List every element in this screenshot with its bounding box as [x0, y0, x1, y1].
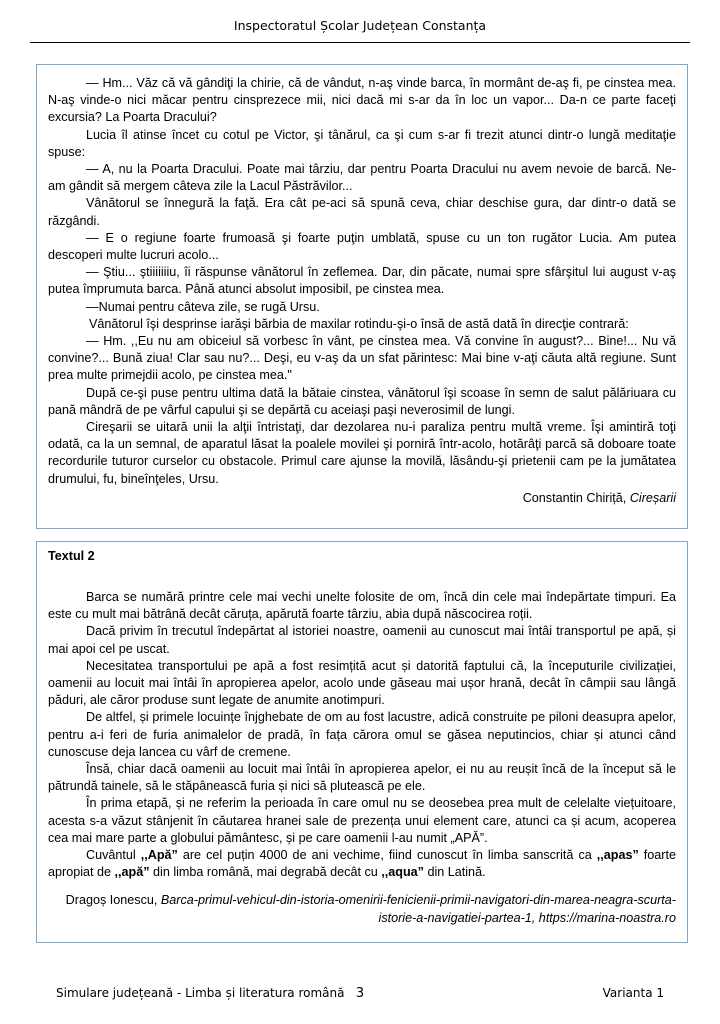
text2-paragraph: Barca se numără printre cele mai vechi unelte folosite de om, încă din cele mai îndepărtate timpuri. Ea este cu mult mai bătrână decât căruța, apărută foarte târziu, abia după născocirea roții. — [48, 590, 676, 622]
text1-box — [36, 64, 688, 529]
text2-run: din limba română, mai degrabă decât cu — [149, 865, 382, 880]
text2-source-title: Barca-primul-vehicul-din-istoria-omenirii-fenicienii-primii-navigatori-din-marea-neagra-scurta-istorie-a-navigatiei-partea-1, https://marina-noastra.ro — [160, 893, 676, 925]
text1-paragraph: — Ştiu... ştiiiiiiiu, îi răspunse vânătorul în zeflemea. Dar, din păcate, numai spre sfârşitul lui august v-aş putea împrumuta barca. Până atunci absolut imposibil, pe cinstea mea. — [48, 265, 676, 297]
text2-paragraph: Însă, chiar dacă oamenii au locuit mai întâi în apropierea apelor, ei nu au reușit încă de la început să le pătrundă tainele, să le stăpânească furia și nici să plutească pe ele. — [48, 762, 676, 794]
text2-paragraph: Necesitatea transportului pe apă a fost resimțită acut și datorită faptului că, la începuturile civilizației, oamenii au locuit mai întâi în apropierea apelor, acolo unde găseau mai ușor hrană, decât în câmpii sau lângă păduri, ale căror produse sunt legate de anumite anotimpuri. — [48, 658, 676, 708]
text1-paragraph: — Hm. ,,Eu nu am obiceiul să vorbesc în vânt, pe cinstea mea. Vă convine în august?... Bine!... Nu vă convine?... Bună ziua! Clar sau nu?... Deşi, eu v-aş da un sfat părintesc: Mai bine v-aţi căuta altă regiune. Sunt prea multe primejdii acolo, pe cinstea mea." — [48, 334, 676, 383]
text2-run: Cuvântul — [86, 848, 141, 863]
header-divider — [30, 42, 690, 43]
text2-title: Textul 2 — [48, 549, 95, 563]
text2-source-author: Dragoș Ionescu, — [65, 893, 161, 908]
page-header: Inspectoratul Școlar Județean Constanța — [233, 18, 487, 33]
text1-paragraph: Vânătorul se înnegură la faţă. Era cât pe-aci să spună ceva, chiar deschise gura, dar dintr-o dată se răzgândi. — [48, 196, 676, 228]
text1-paragraph: După ce-şi puse pentru ultima dată la bătaie cinstea, vânătorul îşi scoase în semn de salut pălăriuara cu pană mândră de pe vârful capului şi se depărtă cu aceiaşi paşi neverosimil de lungi. — [48, 385, 676, 417]
text1-paragraph: — E o regiune foarte frumoasă şi foarte puţin umblată, spuse cu un ton rugător Lucia. Am putea descoperi multe lucruri acolo... — [48, 230, 676, 263]
text2-paragraph — [48, 847, 676, 881]
text1-paragraph: Cireşarii se uitară unii la alţii întristaţi, dar dezolarea nu-i paraliza pentru multă vreme. Îşi amintiră toţi odată, ca la un semnal, de aparatul lăsat la poalele movilei şi porniră într-acolo, hotărâţi parcă să doboare toate recordurile tuturor curselor cu obstacole. Primul care ajunse la movilă, lăsându-şi prietenii cam pe la jumătatea drumului, fu, bineînţeles, Ursu. — [48, 420, 676, 486]
text2-paragraph: Dacă privim în trecutul îndepărtat al istoriei noastre, oamenii au cunoscut mai întâi transportul pe apă, și mai apoi cel pe uscat. — [48, 624, 676, 656]
text2-paragraph: În prima etapă, și ne referim la perioada în care omul nu se deosebea prea mult de celelalte viețuitoare, acesta s-a văzut stânjenit în căutarea hranei sale de prezența unui element care, atunci ca și acum, acoperea cea mai mare parte a globului pământesc, și pe care oamenii l-au numit „APĂ”. — [48, 796, 676, 845]
text1-paragraph: Lucia îl atinse încet cu cotul pe Victor, şi tânărul, ca şi cum s-ar fi trezit atunci dintr-o lungă meditaţie spuse: — [48, 127, 676, 159]
text1-source-author: Constantin Chiriță, — [522, 490, 630, 505]
text2-bold-word: ,,aqua” — [381, 865, 424, 880]
text1-source — [48, 490, 676, 507]
text1-paragraph: Vânătorul îşi desprinse iarăşi bărbia de maxilar rotindu-şi-o însă de astă dată în direcţie contrară: — [89, 316, 629, 331]
text2-run: din Latină. — [423, 865, 486, 880]
text2-bold-word: ,,apas” — [596, 848, 639, 863]
footer-right: Varianta 1 — [602, 986, 664, 1000]
text1-paragraph: — A, nu la Poarta Dracului. Poate mai târziu, dar pentru Poarta Dracului nu avem nevoie de barcă. Ne-am gândit să mergem câteva zile la Lacul Păstrăvilor... — [48, 162, 676, 194]
text2-bold-word: ,,apă” — [114, 865, 150, 880]
text2-source — [48, 892, 676, 926]
text1-paragraph: —Numai pentru câteva zile, se rugă Ursu. — [86, 299, 320, 314]
text1-source-title: Cireșarii — [629, 490, 676, 505]
text2-run: are cel puțin 4000 de ani vechime, fiind cunoscut în limba sanscrită ca — [177, 848, 597, 863]
text2-box — [36, 541, 688, 943]
text1-paragraph: — Hm... Văz că vă gândiţi la chirie, că de vândut, n-aş vinde barca, în mormânt de-aş fi, pe cinstea mea. N-aş vinde-o nici măcar pentru cinsprezece mii, nici dacă mi s-ar da în loc un vapor... Da-n ce parte faceţi excursia? La Poarta Dracului? — [48, 76, 676, 125]
text2-run: foarte apropiat de — [48, 848, 676, 880]
text2-bold-word: ,,Apă” — [140, 848, 178, 863]
footer-left: Simulare județeană - Limba și literatura română — [56, 986, 345, 1000]
page-number: 3 — [355, 986, 365, 1001]
text2-paragraph: De altfel, și primele locuințe înjghebate de om au fost lacustre, adică construite pe piloni deasupra apelor, pentru a-i feri de furia animalelor de pradă, în fața cărora omul se găsea neputincios, chiar și atunci când cunoscuse deja lancea cu vârf de cremene. — [48, 710, 676, 759]
